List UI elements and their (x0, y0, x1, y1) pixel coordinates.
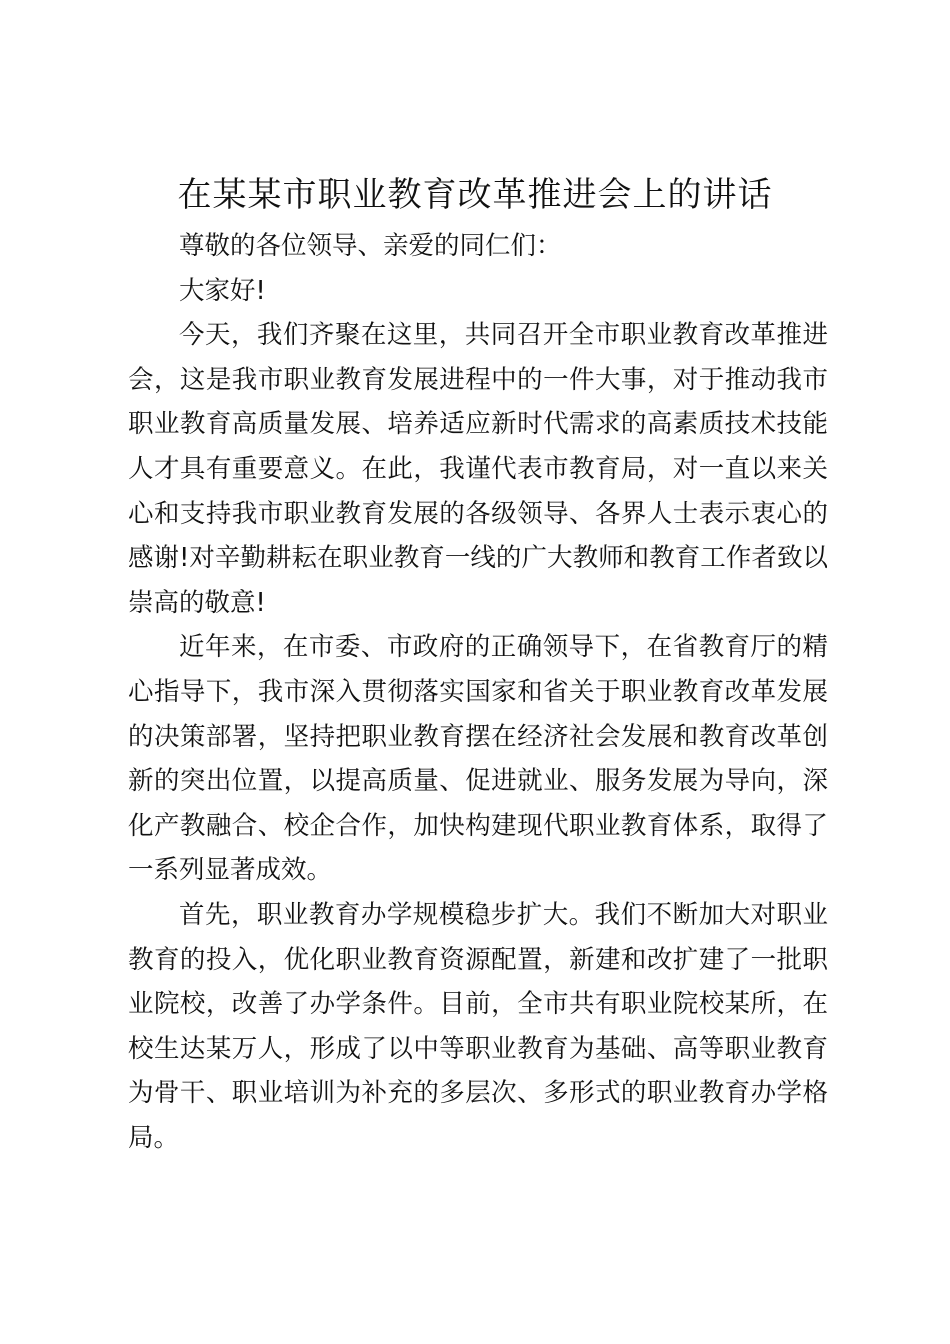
document-body (128, 224, 828, 1160)
salutation: 尊敬的各位领导、亲爱的同仁们： (179, 231, 562, 261)
greeting: 大家好! (179, 275, 266, 306)
paragraph-1: 今天，我们齐聚在这里，共同召开全市职业教育改革推进会，这是我市职业教育发展进程中的一件大事，对于推动我市职业教育高质量发展、培养适应新时代需求的高素质技术技能人才具有重要意义。在此，我谨代表市教育局，对一直以来关心和支持我市职业教育发展的各级领导、各界人士表示衷心的感谢!对辛勤耕耘在职业教育一线的广大教师和教育工作者致以崇高的敬意! (128, 320, 828, 618)
document-title: 在某某市职业教育改革推进会上的讲话 (177, 175, 773, 215)
paragraph-2: 近年来，在市委、市政府的正确领导下，在省教育厅的精心指导下，我市深入贯彻落实国家和省关于职业教育改革发展的决策部署，坚持把职业教育摆在经济社会发展和教育改革创新的突出位置，以提高质量、促进就业、服务发展为导向，深化产教融合、校企合作，加快构建现代职业教育体系，取得了一系列显著成效。 (128, 632, 828, 886)
paragraph-3: 首先，职业教育办学规模稳步扩大。我们不断加大对职业教育的投入，优化职业教育资源配置，新建和改扩建了一批职业院校，改善了办学条件。目前，全市共有职业院校某所，在校生达某万人，形成了以中等职业教育为基础、高等职业教育为骨干、职业培训为补充的多层次、多形式的职业教育办学格局。 (128, 899, 828, 1153)
